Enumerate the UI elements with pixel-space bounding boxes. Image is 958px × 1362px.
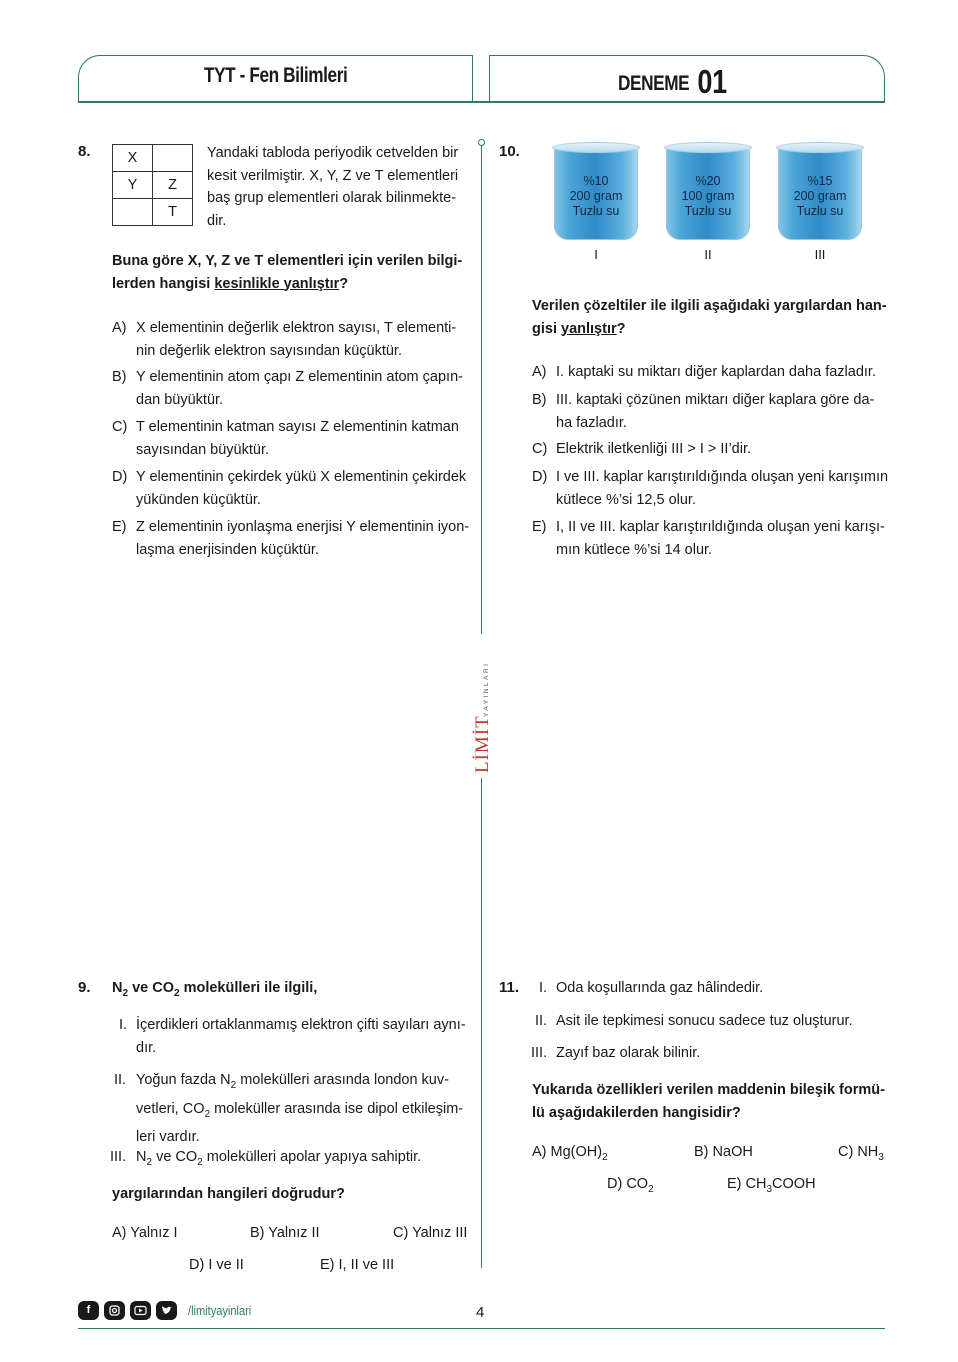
beaker-label-ii: II <box>704 247 712 262</box>
youtube-icon[interactable] <box>130 1301 151 1320</box>
q8-option-e[interactable]: E) Z elementinin iyonlaşma enerjisi Y elementinin iyon- laşma enerjisinden küçüktür. <box>112 519 470 558</box>
svg-text:LİMİT: LİMİT <box>472 715 493 773</box>
question-9-number: 9. <box>78 979 91 996</box>
q11-statement-iii: III. Zayıf baz olarak bilinir. <box>531 1045 701 1061</box>
beaker-label-i: I <box>594 247 598 262</box>
q9-option-a[interactable]: A) Yalnız I <box>112 1225 178 1241</box>
cell-z: Z <box>153 172 193 199</box>
question-9-prompt: yargılarından hangileri doğrudur? <box>112 1186 345 1202</box>
question-8-number: 8. <box>78 143 91 160</box>
q8-option-c[interactable]: C) T elementinin katman sayısı Z elementinin katman sayısından büyüktür. <box>112 419 459 458</box>
q10-option-a[interactable]: A) I. kaptaki su miktarı diğer kaplardan daha fazladır. <box>532 364 876 380</box>
q11-statement-i: I. Oda koşullarında gaz hâlindedir. <box>539 980 764 996</box>
beaker-label-iii: III <box>814 247 826 262</box>
twitter-icon[interactable] <box>156 1301 177 1320</box>
q9-statement-iii: III. $N_2$ ve $CO_2$ molekülleri apolar yapıya sahiptir. <box>110 1149 422 1168</box>
facebook-icon[interactable]: f <box>78 1301 99 1320</box>
q9-option-b[interactable]: B) Yalnız II <box>250 1225 320 1241</box>
social-handle[interactable]: /limityayinlari <box>188 1303 252 1318</box>
q8-option-a[interactable]: A) X elementinin değerlik elektron sayısı, T elementi- nin değerlik elektron sayısından küçüktür. <box>112 320 457 359</box>
svg-text:YAYINLARI: YAYINLARI <box>483 661 490 717</box>
q10-option-e[interactable]: E) I, II ve III. kaplar karıştırıldığında oluşan yeni karışı- mın kütlece %’si 14 olur. <box>532 519 885 558</box>
q11-option-b[interactable]: B) NaOH <box>694 1144 753 1160</box>
beaker-iii: %15 200 gram Tuzlu su <box>778 145 862 240</box>
beaker-i: %10 200 gram Tuzlu su <box>554 145 638 240</box>
question-11-number: 11. <box>499 979 520 996</box>
column-divider-top <box>481 144 482 634</box>
header-left-title: TYT - Fen Bilimleri <box>204 64 348 87</box>
q11-option-a[interactable]: A) $Mg(OH)_2$ <box>532 1144 608 1163</box>
divider-dot <box>478 139 485 146</box>
q11-statement-ii: II. Asit ile tepkimesi sonucu sadece tuz oluşturur. <box>535 1013 853 1029</box>
periodic-table-excerpt <box>112 144 193 226</box>
cell-y: Y <box>113 172 153 199</box>
q9-option-d[interactable]: D) I ve II <box>189 1257 244 1273</box>
question-10-number: 10. <box>499 143 520 160</box>
q11-option-c[interactable]: C) $NH_3$ <box>838 1144 884 1163</box>
footer-line <box>78 1328 885 1329</box>
q9-option-c[interactable]: C) Yalnız III <box>393 1225 468 1241</box>
q9-statement-i: I. İçerdikleri ortaklanmamış elektron çifti sayıları aynı- dır. <box>119 1017 466 1056</box>
cell-empty <box>113 199 153 226</box>
question-8-intro: Yandaki tabloda periyodik cetvelden bir kesit verilmiştir. X, Y, Z ve T elementleri baş grup elementleri olarak bilinmekte- dir. <box>207 145 459 229</box>
page-number: 4 <box>476 1304 485 1321</box>
cell-empty <box>153 145 193 172</box>
header-right-title: DENEME 01 <box>618 63 727 100</box>
beaker-ii: %20 100 gram Tuzlu su <box>666 145 750 240</box>
q10-option-d[interactable]: D) I ve III. kaplar karıştırıldığında oluşan yeni karışımın kütlece %’si 12,5 olur. <box>532 469 889 508</box>
beaker-rim <box>664 142 752 153</box>
q8-option-d[interactable]: D) Y elementinin çekirdek yükü X elementinin çekirdek yükünden küçüktür. <box>112 469 467 508</box>
question-9-stem: $N_2$ ve $CO_2$ molekülleri ile ilgili, <box>112 980 318 999</box>
cell-t: T <box>153 199 193 226</box>
q10-option-b[interactable]: B) III. kaptaki çözünen miktarı diğer kaplara göre da- ha fazladır. <box>532 392 875 431</box>
q11-option-d[interactable]: D) $CO_2$ <box>607 1176 654 1195</box>
question-8-stem: Buna göre X, Y, Z ve T elementleri için verilen bilgi- lerden hangisi kesinlikle yanlıştır? <box>112 253 463 292</box>
instagram-icon[interactable] <box>104 1301 125 1320</box>
column-divider-bottom <box>481 778 482 1268</box>
q11-option-e[interactable]: E) $CH_3COOH$ <box>727 1176 816 1195</box>
deneme-number: 01 <box>697 63 727 100</box>
brand-logo <box>471 635 493 775</box>
beaker-rim <box>776 142 864 153</box>
q9-option-e[interactable]: E) I, II ve III <box>320 1257 395 1273</box>
q8-option-b[interactable]: B) Y elementinin atom çapı Z elementinin atom çapın- dan büyüktür. <box>112 369 463 408</box>
q9-statement-ii: II. Yoğun fazda $N_2$ molekülleri arasında london kuv- vetleri, $CO_2$ moleküller arasında ise dipol etkileşim- leri vardır. <box>114 1072 464 1145</box>
cell-x: X <box>113 145 153 172</box>
beaker-rim <box>552 142 640 153</box>
question-10-stem: Verilen çözeltiler ile ilgili aşağıdaki yargılardan han- gisi yanlıştır? <box>532 298 887 337</box>
question-11-stem: Yukarıda özellikleri verilen maddenin bileşik formü- lü aşağıdakilerden hangisidir? <box>532 1082 885 1121</box>
header-baseline <box>78 101 885 103</box>
q10-option-c[interactable]: C) Elektrik iletkenliği III > I > II’dir. <box>532 441 752 457</box>
